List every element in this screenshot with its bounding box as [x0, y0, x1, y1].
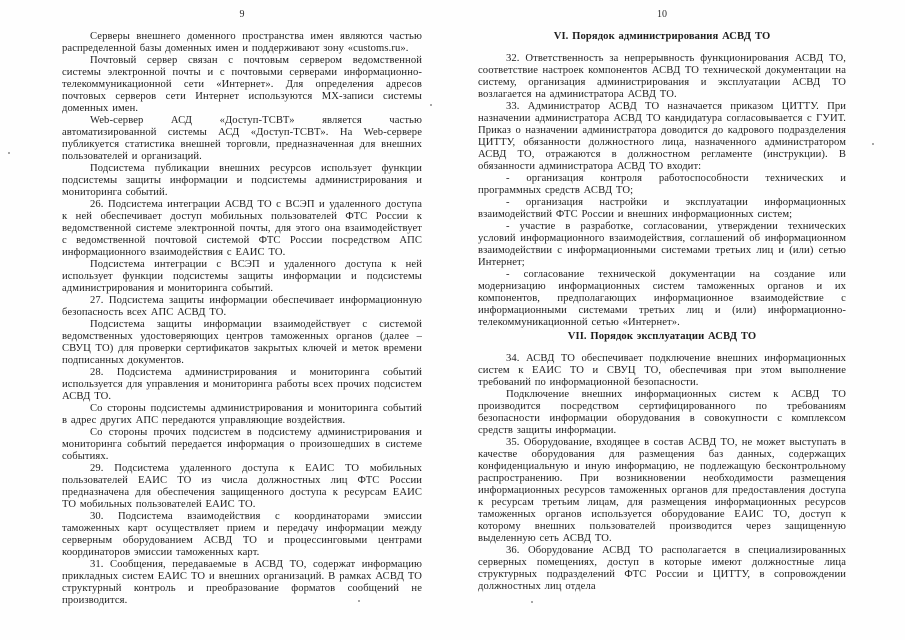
paragraph: Подсистема интеграции с ВСЭП и удаленного доступа к ней использует функции подсистемы защиты информации и подсистемы администрирования и мониторинга событий. — [62, 259, 422, 294]
paragraph: - согласование технической документации на создание или модернизацию информационных систем таможенных органов и их компонентов, предполагающих информационное взаимодействие с информационными системами третьих лиц и (или) информационно-телекоммуникационной сетью «Интернет». — [478, 269, 846, 328]
paragraph: Web-сервер АСД «Доступ-ТСВТ» является частью автоматизированной системы АСД «Доступ-ТСВТ». На Web-сервере публикуется статистика внешней торговли, предназначенная для внешних пользователей и организаций. — [62, 115, 422, 162]
paragraph: - участие в разработке, согласовании, утверждении технических условий информационного взаимодействия, соглашений об информационном взаимодействии с информационными системами третьих лиц и (или) сетью Интернет; — [478, 221, 846, 268]
paragraph: 31. Сообщения, передаваемые в АСВД ТО, содержат информацию прикладных систем ЕАИС ТО и внешних организаций. В рамках АСВД ТО структурный контроль и преобразование форматов сообщений не производится. — [62, 559, 422, 606]
page-number: 9 — [239, 9, 245, 20]
page-9 — [62, 9, 422, 607]
page-body — [62, 31, 422, 607]
paragraph: - организация контроля работоспособности технических и программных средств АСВД ТО; — [478, 173, 846, 196]
paragraph: Подключение внешних информационных систем к АСВД ТО производится посредством сертифицированного по требованиям безопасности информации оборудования в совокупности с комплексом средств защиты информации. — [478, 389, 846, 436]
page-number: 10 — [657, 9, 667, 20]
paragraph: 36. Оборудование АСВД ТО располагается в специализированных серверных помещениях, доступ в которые имеют должностные лица структурных подразделений ФТС России и ЦИТТУ, в сопровождении должностных лиц отдела — [478, 545, 846, 592]
paragraph: - организация настройки и эксплуатации информационных взаимодействий ФТС России и внешних информационных систем; — [478, 197, 846, 220]
paragraph: Со стороны прочих подсистем в подсистему администрирования и мониторинга событий передается информация о произошедших в системе событиях. — [62, 427, 422, 462]
paragraph: 28. Подсистема администрирования и мониторинга событий используется для управления и мониторинга работы всех прочих подсистем АСВД ТО. — [62, 367, 422, 402]
paragraph: Подсистема публикации внешних ресурсов использует функции подсистемы защиты информации и подсистемы администрирования и мониторинга событий. — [62, 163, 422, 198]
scan-speck — [358, 600, 360, 602]
paragraph: Почтовый сервер связан с почтовым сервером ведомственной системы электронной почты и с почтовыми серверами информационно-телекоммуникационной сети «Интернет». Для определения адресов почтовых серверов сети Интернет используются MX-записи системы доменных имен. — [62, 55, 422, 114]
scan-speck — [8, 152, 10, 154]
scan-speck — [531, 601, 533, 603]
paragraph: 30. Подсистема взаимодействия с координаторами эмиссии таможенных карт осуществляет прием и передачу информации между серверным оборудованием АСВД ТО и процессинговыми центрами координаторов эмиссии таможенных карт. — [62, 511, 422, 558]
paragraph: 35. Оборудование, входящее в состав АСВД ТО, не может выступать в качестве оборудования для размещения баз данных, содержащих конфиденциальную и иную информацию, не подлежащую бесконтрольному распространению. При возникновении необходимости размещения информационных ресурсов таможенных органов для предоставления доступа к ресурсам третьим лицам, для размещения информационных ресурсов таможенных органов используется оборудование ЕАИС ТО, доступ к которому внешних пользователей производится через защищенную выделенную сеть АСВД ТО. — [478, 437, 846, 544]
page-body — [478, 31, 846, 593]
paragraph: 29. Подсистема удаленного доступа к ЕАИС ТО мобильных пользователей ЕАИС ТО из числа должностных лиц ФТС России предназначена для обеспечения защищенного доступа к ресурсам ЕАИС ТО мобильных пользователей ЕАИС ТО. — [62, 463, 422, 510]
paragraph: 27. Подсистема защиты информации обеспечивает информационную безопасность всех АПС АСВД ТО. — [62, 295, 422, 318]
paragraph: Серверы внешнего доменного пространства имен являются частью распределенной базы доменных имен и поддерживают зону «customs.ru». — [62, 31, 422, 54]
paragraph: 26. Подсистема интеграции АСВД ТО с ВСЭП и удаленного доступа к ней обеспечивает доступ мобильных пользователей ФТС России к ведомственной системе электронной почты, для этого она взаимодействует с ведомственной почтовой системой ФТС России посредством АПС информационного взаимодействия с ЕАИС ТО. — [62, 199, 422, 258]
paragraph: Подсистема защиты информации взаимодействует с системой ведомственных удостоверяющих центров таможенных органов (далее – СВУЦ ТО) для проверки сертификатов закрытых ключей и меток времени подписанных документов. — [62, 319, 422, 366]
section-heading: VI. Порядок администрирования АСВД ТО — [553, 31, 771, 42]
scan-speck — [872, 143, 874, 145]
paragraph: Со стороны подсистемы администрирования и мониторинга событий в адрес других АПС передаются управляющие воздействия. — [62, 403, 422, 426]
scan-speck — [430, 104, 432, 106]
paragraph: 32. Ответственность за непрерывность функционирования АСВД ТО, соответствие настроек компонентов АСВД ТО технической документации на систему, организация администрирования и эксплуатации АСВД ТО возлагается на администратора АСВД ТО. — [478, 53, 846, 100]
section-heading: VII. Порядок эксплуатации АСВД ТО — [567, 331, 757, 342]
paragraph: 34. АСВД ТО обеспечивает подключение внешних информационных систем к ЕАИС ТО и СВУЦ ТО, обеспечивая при этом выполнение требований по информационной безопасности. — [478, 353, 846, 388]
page-10 — [478, 9, 846, 593]
paragraph: 33. Администратор АСВД ТО назначается приказом ЦИТТУ. При назначении администратора АСВД ТО кандидатура согласовывается с ГУИТ. Приказ о назначении администратора доводится до кадрового подразделения ЦИТТУ, обязанности должностного лица, назначенного администратором АСВД ТО, отражаются в должностном регламенте (инструкции). В обязанности администратора АСВД ТО входит: — [478, 101, 846, 172]
